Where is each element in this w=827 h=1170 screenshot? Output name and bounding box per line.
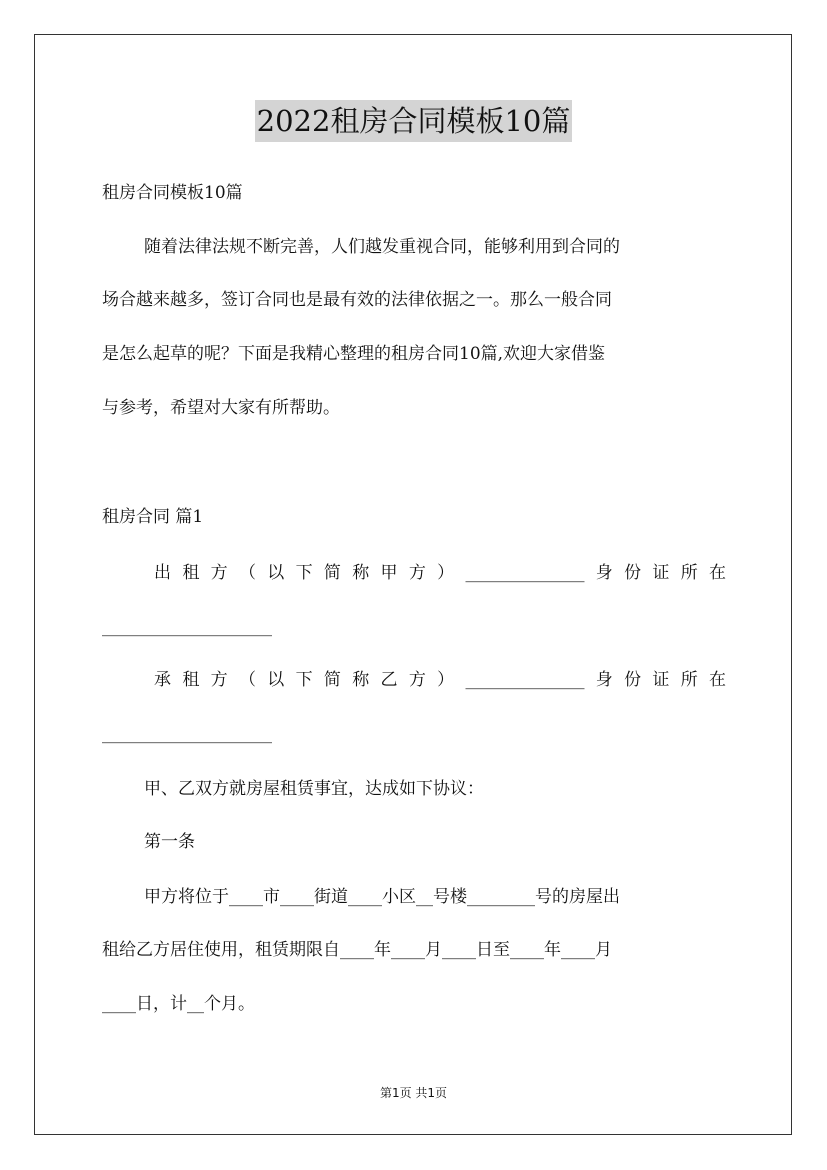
intro-line: 随着法律法规不断完善，人们越发重视合同，能够利用到合同的 xyxy=(144,237,620,257)
lessee-continuation: ____________________ xyxy=(102,724,272,744)
lessee-line xyxy=(102,668,726,692)
article-heading: 第一条 xyxy=(144,832,195,852)
intro-line: 是怎么起草的呢？下面是我精心整理的租房合同10篇,欢迎大家借鉴 xyxy=(102,344,606,364)
lessor-char: 租 xyxy=(182,563,200,583)
lessor-continuation: ____________________ xyxy=(102,617,272,637)
lessee-char: （ xyxy=(238,670,256,690)
lessor-char: 所 xyxy=(680,563,698,583)
lessor-char: 在 xyxy=(709,563,726,583)
lessee-char: 租 xyxy=(182,670,200,690)
lessee-char: 在 xyxy=(709,670,726,690)
intro-line: 与参考，希望对大家有所帮助。 xyxy=(102,398,340,418)
lessee-char: ） xyxy=(437,670,455,690)
lessor-line xyxy=(102,561,726,585)
lessee-char: 方 xyxy=(210,670,228,690)
lessor-char: ） xyxy=(437,563,455,583)
lessor-char: （ xyxy=(238,563,256,583)
lessee-char: 简 xyxy=(323,670,341,690)
lessee-blank: ______________ xyxy=(465,670,585,690)
lessor-blank: ______________ xyxy=(465,563,585,583)
document-title: 2022租房合同模板10篇 xyxy=(255,100,573,142)
article-line: 租给乙方居住使用，租赁期限自____年____月____日至____年____月 xyxy=(102,940,612,960)
lessee-char: 承 xyxy=(154,670,171,690)
lessor-char: 份 xyxy=(624,563,642,583)
lessor-char: 以 xyxy=(267,563,285,583)
lessee-char: 身 xyxy=(595,670,613,690)
lessor-char: 身 xyxy=(595,563,613,583)
lessor-char: 称 xyxy=(352,563,370,583)
lessor-char: 方 xyxy=(408,563,426,583)
lessee-char: 证 xyxy=(652,670,670,690)
lessor-char: 出 xyxy=(154,563,171,583)
article-line: ____日，计__个月。 xyxy=(102,994,255,1014)
section-heading: 租房合同 篇1 xyxy=(102,507,204,527)
lessee-char: 下 xyxy=(295,670,313,690)
lessee-char: 称 xyxy=(352,670,370,690)
title-container xyxy=(0,100,827,142)
lessor-char: 方 xyxy=(210,563,228,583)
lessee-char: 方 xyxy=(408,670,426,690)
lessor-char: 下 xyxy=(295,563,313,583)
lessor-char: 简 xyxy=(323,563,341,583)
document-subtitle: 租房合同模板10篇 xyxy=(102,183,243,203)
lessor-char: 证 xyxy=(652,563,670,583)
lessee-char: 所 xyxy=(680,670,698,690)
intro-line: 场合越来越多，签订合同也是最有效的法律依据之一。那么一般合同 xyxy=(102,290,612,310)
page-footer: 第1页 共1页 xyxy=(379,1086,448,1100)
agreement-statement: 甲、乙双方就房屋租赁事宜，达成如下协议： xyxy=(144,779,484,799)
lessee-char: 乙 xyxy=(380,670,398,690)
lessee-char: 份 xyxy=(624,670,642,690)
lessee-char: 以 xyxy=(267,670,285,690)
article-line: 甲方将位于____市____街道____小区__号楼________号的房屋出 xyxy=(144,887,620,907)
lessor-char: 甲 xyxy=(380,563,398,583)
